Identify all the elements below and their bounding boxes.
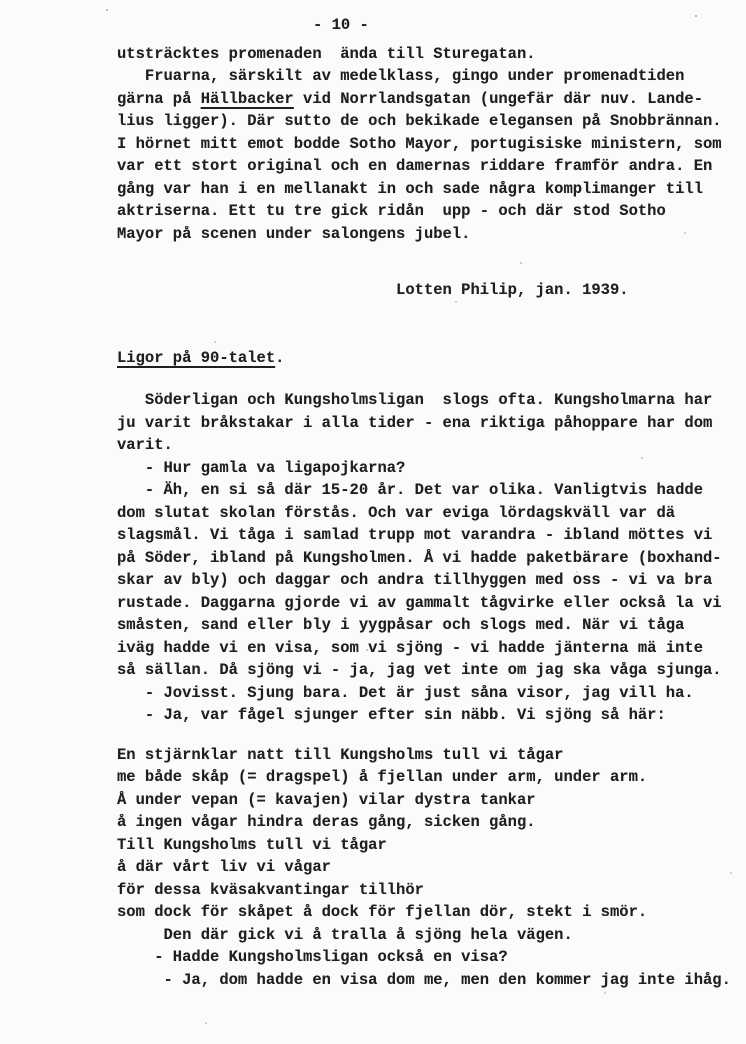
text-segment: Söderligan och Kungsholmsligan slogs ofta. Kungsholmarna har xyxy=(117,391,713,409)
section-heading xyxy=(117,347,737,370)
text-line xyxy=(117,524,737,547)
text-segment: - Äh, en si så där 15-20 år. Det var olika. Vanligtvis hadde xyxy=(117,481,703,499)
text-segment: rustade. Daggarna gjorde vi av gammalt tågvirke eller också la vi xyxy=(117,593,722,612)
text-line xyxy=(117,704,737,727)
text-line xyxy=(117,479,737,502)
text-segment: så sällan. Då sjöng vi - ja, jag vet inte om jag ska våga sjunga. xyxy=(117,661,722,679)
text-line xyxy=(117,547,737,570)
text-segment: skar av bly) och daggar och andra tillhyggen med oss - vi va bra xyxy=(117,571,713,589)
text-line xyxy=(117,856,737,879)
text-line xyxy=(117,88,737,111)
text-segment: som dock för skåpet å dock för fjellan dör, stekt i smör. xyxy=(117,903,648,921)
text-segment: ju varit bråkstakar i alla tider - ena riktiga påhoppare har dom xyxy=(117,413,713,432)
text-segment: - 10 - xyxy=(313,16,369,34)
text-segment: Till Kungsholms tull vi tågar xyxy=(117,835,387,854)
text-segment: - Ja, dom hadde en visa dom me, men den kommer jag inte ihåg. xyxy=(117,970,731,989)
text-segment: En stjärnklar natt till Kungsholms tull vi tågar xyxy=(117,745,564,764)
text-line xyxy=(117,766,737,789)
text-line xyxy=(117,389,737,412)
text-line xyxy=(117,879,737,902)
text-line xyxy=(117,834,737,857)
text-segment: Lotten Philip, jan. 1939. xyxy=(117,281,629,299)
text-segment: gång var han i en mellanakt in och sade några komplimanger till xyxy=(117,179,703,198)
text-segment: iväg hadde vi en visa, som vi sjöng - vi hadde jänterna mä inte xyxy=(117,638,703,657)
text-line xyxy=(117,969,737,992)
text-segment: gärna på xyxy=(117,89,201,108)
document-content xyxy=(117,14,737,991)
scan-noise xyxy=(0,0,2,2)
text-segment: - Jovisst. Sjung bara. Det är just såna visor, jag vill ha. xyxy=(117,683,694,702)
text-line xyxy=(117,133,737,156)
text-line xyxy=(117,434,737,457)
text-segment: å där vårt liv vi vågar xyxy=(117,858,331,876)
text-segment: - Hur gamla va ligapojkarna? xyxy=(117,458,406,477)
text-line xyxy=(117,65,737,88)
text-segment: aktriserna. Ett tu tre gick ridån upp - och där stod Sotho xyxy=(117,202,666,220)
text-segment: . xyxy=(275,348,285,367)
text-segment: för dessa kväsakvantingar tillhör xyxy=(117,880,424,899)
text-line xyxy=(117,457,737,480)
text-segment: småsten, sand eller bly i yygpåsar och slogs med. När vi tåga xyxy=(117,616,685,634)
text-segment: var ett stort original och en damernas riddare framför andra. En xyxy=(117,157,713,175)
text-line xyxy=(117,637,737,660)
text-line xyxy=(117,178,737,201)
text-line xyxy=(117,200,737,223)
text-segment: - Ja, var fågel sjunger efter sin näbb. Vi sjöng så här: xyxy=(117,706,666,724)
text-line xyxy=(117,43,737,66)
text-line xyxy=(117,592,737,615)
text-line xyxy=(117,924,737,947)
page-number xyxy=(313,14,737,37)
text-segment: Mayor på scenen under salongens jubel. xyxy=(117,224,471,243)
text-line xyxy=(117,789,737,812)
text-line xyxy=(117,412,737,435)
underlined-text: Ligor på 90-talet xyxy=(117,348,276,367)
text-segment: lius ligger). Där sutto de och bekikade elegansen på Snobbrännan. xyxy=(117,112,722,130)
text-line xyxy=(117,347,737,370)
text-segment: me både skåp (= dragspel) å fjellan under arm, under arm. xyxy=(117,768,648,786)
text-line xyxy=(313,14,737,37)
text-line xyxy=(117,155,737,178)
text-line xyxy=(117,682,737,705)
text-segment: på Söder, ibland på Kungsholmen. Å vi hadde paketbärare (boxhand- xyxy=(117,548,722,567)
text-line xyxy=(117,279,737,302)
text-line xyxy=(117,110,737,133)
text-line xyxy=(117,946,737,969)
text-segment: utsträcktes promenaden ända till Sturegatan. xyxy=(117,44,536,63)
text-segment: varit. xyxy=(117,436,173,454)
text-line xyxy=(117,744,737,767)
text-segment: Fruarna, särskilt av medelklass, gingo under promenadtiden xyxy=(117,67,685,85)
song-verse xyxy=(117,744,737,992)
text-line xyxy=(117,811,737,834)
text-segment: slagsmål. Vi tåga i samlad trupp mot varandra - ibland möttes vi xyxy=(117,526,713,544)
text-segment: Å under vepan (= kavajen) vilar dystra tankar xyxy=(117,790,536,809)
paragraph-interview xyxy=(117,389,737,727)
text-line xyxy=(117,614,737,637)
paragraph-opening xyxy=(117,43,737,246)
text-segment: å ingen vågar hindra deras gång, sicken gång. xyxy=(117,813,536,831)
text-segment: vid Norrlandsgatan (ungefär där nuv. Lande- xyxy=(293,89,704,108)
underlined-text: Hällbacker xyxy=(200,89,294,108)
text-line xyxy=(117,502,737,525)
text-segment: I hörnet mitt emot bodde Sotho Mayor, portugisiske ministern, som xyxy=(117,134,722,153)
text-segment: - Hadde Kungsholmsligan också en visa? xyxy=(117,948,508,966)
text-line xyxy=(117,659,737,682)
text-line xyxy=(117,901,737,924)
text-segment: Den där gick vi å tralla å sjöng hela vägen. xyxy=(117,925,573,944)
text-line xyxy=(117,223,737,246)
text-line xyxy=(117,569,737,592)
text-segment: dom slutat skolan förstås. Och var eviga lördagskväll var dä xyxy=(117,503,676,522)
signature-line xyxy=(117,279,737,302)
